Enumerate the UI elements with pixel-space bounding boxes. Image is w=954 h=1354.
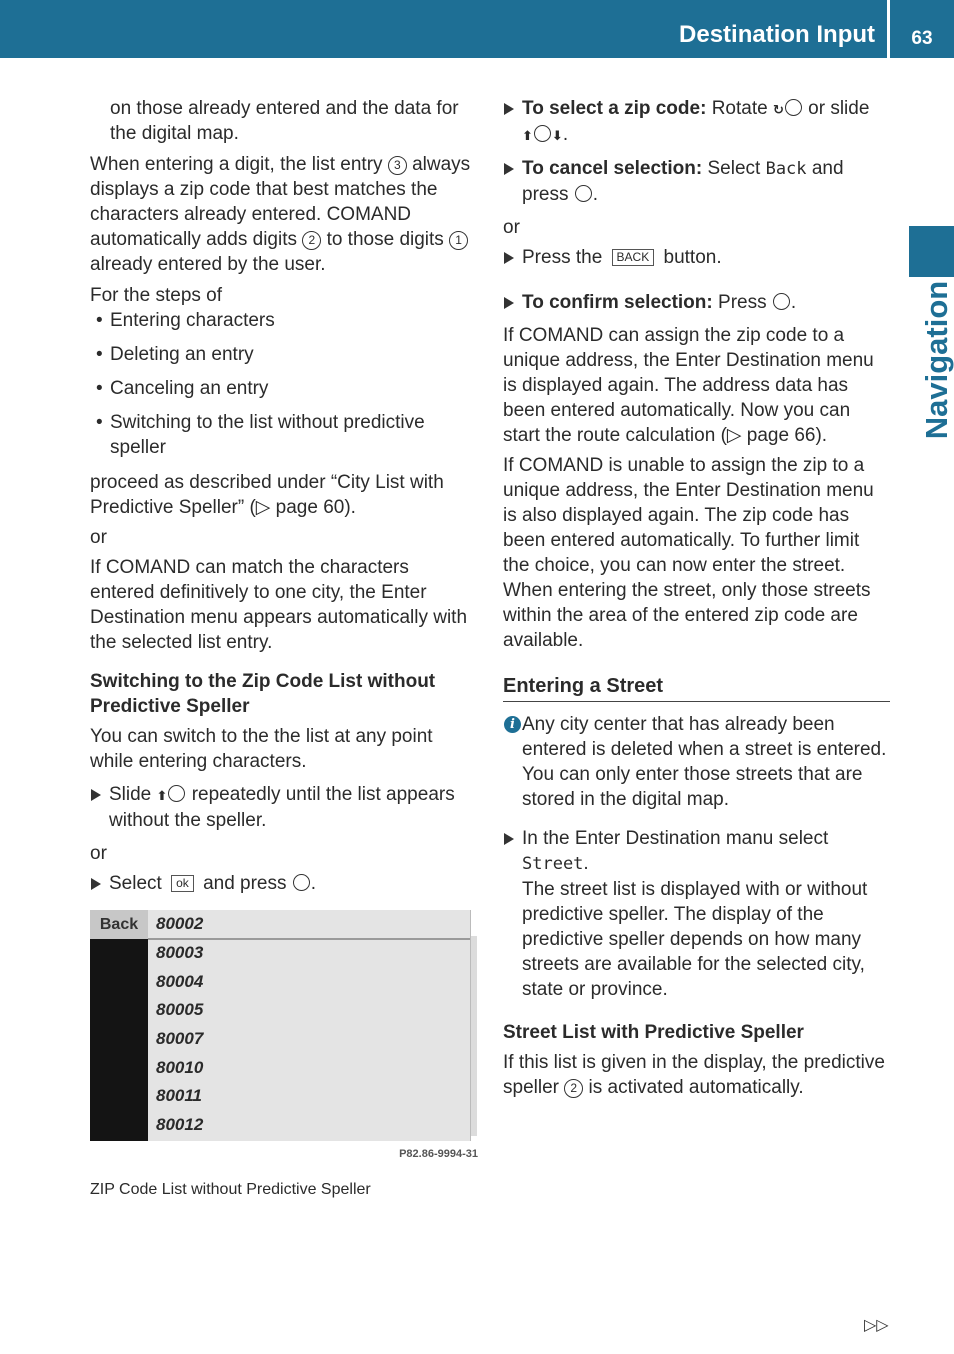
or-text: or — [503, 217, 520, 238]
press-knob-icon — [293, 874, 310, 891]
zip-list-item[interactable]: 80010 — [156, 1058, 204, 1077]
controller-knob-icon — [785, 99, 802, 116]
slide-up-arrow-icon: ⬆ — [156, 788, 168, 803]
rotate-arrows-icon: ↻ — [772, 102, 784, 117]
list-item: • Canceling an entry — [90, 376, 478, 401]
step-arrow-icon — [91, 789, 101, 801]
press-knob-icon — [773, 293, 790, 310]
zip-list-item[interactable]: 80004 — [156, 972, 204, 991]
callout-2-icon: 2 — [564, 1079, 583, 1098]
zip-list-item[interactable]: 80002 — [156, 914, 204, 933]
callout-1-icon: 1 — [449, 231, 468, 250]
back-button[interactable]: Back — [90, 910, 148, 939]
screen-sidebar — [90, 910, 148, 1141]
press-knob-icon — [575, 185, 592, 202]
info-icon: i — [504, 716, 521, 733]
list-item: • Entering characters — [90, 308, 478, 333]
zip-code-list-screenshot — [90, 910, 477, 1141]
side-section-label: Navigation — [919, 280, 954, 440]
step-arrow-icon — [504, 103, 514, 115]
sub-heading: Switching to the Zip Code List without Predictive Speller — [90, 671, 436, 717]
paragraph: If COMAND can match the characters entered definitively to one city, the Enter Destination menu appears automatically with the selected list entry. — [90, 557, 468, 653]
continue-icon: ▷▷ — [864, 1317, 889, 1334]
zip-list-item[interactable]: 80005 — [156, 1000, 204, 1019]
chapter-title: Destination Input — [679, 21, 875, 48]
callout-2-icon: 2 — [302, 231, 321, 250]
paragraph: If COMAND can assign the zip code to a unique address, the Enter Destination menu is displayed again. The address data has been entered automatically. Now you can start the route calculation (▷ page 66). — [503, 325, 874, 446]
page-header — [0, 0, 954, 58]
sub-heading: Street List with Predictive Speller — [503, 1022, 804, 1043]
step-arrow-icon — [504, 833, 514, 845]
paragraph: If this list is given in the display, the predictive speller 2 is activated automatically. — [503, 1052, 885, 1098]
zip-list-item[interactable]: 80007 — [156, 1029, 204, 1048]
paragraph: If COMAND is unable to assign the zip to a unique address, the Enter Destination menu is also displayed again. The zip code has been entered automatically. To further limit the choice, you can now enter the street. When entering the street, only those streets within the area of the entered zip code are available. — [503, 455, 874, 651]
instruction-step: Select ok and press . — [90, 871, 478, 896]
step-arrow-icon — [504, 252, 514, 264]
paragraph: proceed as described under “City List with Predictive Speller” (▷ page 60). — [90, 472, 444, 518]
slide-down-arrow-icon: ⬇ — [551, 128, 563, 143]
info-note: i Any city center that has already been entered is deleted when a street is entered. You can only enter those streets that are stored in the digital map. — [503, 712, 890, 812]
bullet-list — [90, 308, 478, 460]
side-tab-marker — [909, 226, 954, 277]
zip-code-list — [148, 910, 470, 1141]
step-arrow-icon — [504, 163, 514, 175]
or-text: or — [90, 843, 107, 864]
or-text: or — [90, 527, 107, 548]
list-item: • Deleting an entry — [90, 342, 478, 367]
step-arrow-icon — [504, 297, 514, 309]
paragraph: For the steps of — [90, 285, 223, 306]
back-key-icon: BACK — [612, 249, 655, 266]
scrollbar[interactable] — [470, 910, 477, 1141]
selection-highlight — [148, 910, 470, 940]
instruction-step: To confirm selection: Press . — [503, 290, 890, 315]
ok-key-icon: ok — [171, 875, 194, 892]
list-item: • Switching to the list without predictive speller — [90, 410, 478, 460]
step-arrow-icon — [91, 878, 101, 890]
slide-up-arrow-icon: ⬆ — [522, 128, 533, 143]
instruction-step: To select a zip code: Rotate ↻ or slide ⬆ ⬇. — [503, 96, 890, 148]
scrollbar-thumb[interactable] — [471, 936, 477, 1136]
zip-list-item[interactable]: 80012 — [156, 1115, 204, 1134]
page-number: 63 — [911, 28, 933, 49]
callout-3-icon: 3 — [388, 156, 407, 175]
controller-knob-icon — [534, 125, 551, 142]
instruction-step: In the Enter Destination manu select Street. The street list is displayed with or without predictive speller. The display of the predictive speller depends on how many streets are available for the selected city, state or province. — [503, 826, 890, 1002]
right-column — [503, 96, 890, 1100]
paragraph: on those already entered and the data for the digital map. — [110, 98, 459, 144]
image-reference: P82.86-9994-31 — [399, 1148, 478, 1160]
left-column — [90, 96, 478, 1201]
paragraph: You can switch to the the list at any point while entering characters. — [90, 726, 433, 772]
figure-caption: ZIP Code List without Predictive Speller — [90, 1181, 371, 1198]
zip-list-item[interactable]: 80011 — [156, 1086, 203, 1105]
instruction-step: To cancel selection: Select Back and press . — [503, 156, 890, 207]
instruction-step: Slide ⬆ repeatedly until the list appears without the speller. — [90, 782, 478, 833]
section-heading: Entering a Street — [503, 673, 890, 702]
zip-list-item[interactable]: 80003 — [156, 943, 204, 962]
instruction-step: Press the BACK button. — [503, 245, 890, 270]
paragraph: When entering a digit, the list entry 3 always displays a zip code that best matches the characters already entered. COMAND automatically adds digits 2 to those digits 1 already entered by the user. — [90, 154, 471, 275]
controller-knob-icon — [168, 785, 185, 802]
